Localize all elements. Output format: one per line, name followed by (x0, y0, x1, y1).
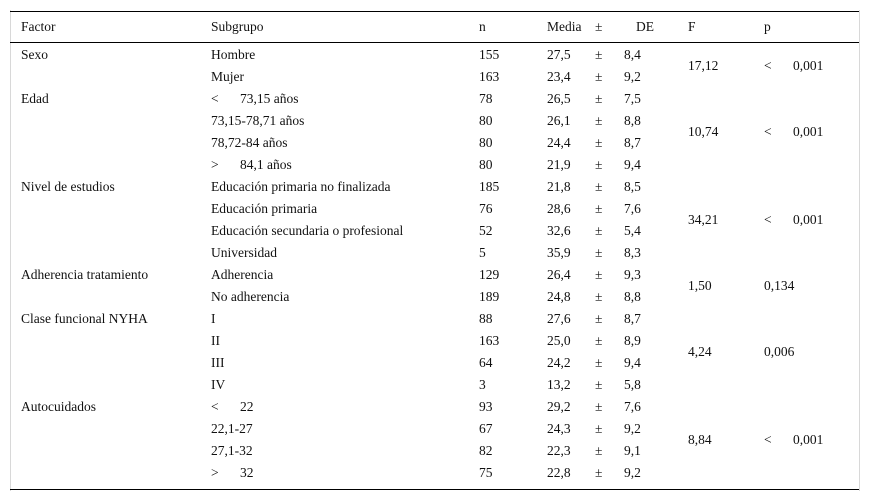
table-row (0, 396, 870, 418)
sd-value: 7,6 (624, 201, 641, 216)
sd-value: 8,7 (624, 311, 641, 326)
plus-minus: ± (595, 157, 603, 172)
sd-value: 8,8 (624, 113, 641, 128)
n-value: 76 (479, 201, 493, 216)
subgroup-cell (211, 220, 403, 242)
table-row (0, 352, 870, 374)
factor-label: Sexo (21, 47, 48, 62)
mean-value: 32,6 (547, 223, 571, 238)
table-row (0, 418, 870, 440)
subgroup-label: Universidad (211, 245, 277, 260)
table-row (0, 44, 870, 66)
mean-value: 29,2 (547, 399, 571, 414)
factor-label: Edad (21, 91, 49, 106)
subgroup-label: Educación secundaria o profesional (211, 223, 404, 238)
p-sign: < (764, 58, 772, 73)
table-row (0, 88, 870, 110)
table-row (0, 176, 870, 198)
subgroup-label: III (211, 355, 225, 370)
mean-value: 28,6 (547, 201, 571, 216)
n-value: 93 (479, 399, 493, 414)
table-row (0, 264, 870, 286)
p-value-cell (764, 210, 823, 230)
mean-value: 26,1 (547, 113, 571, 128)
mean-value: 24,3 (547, 421, 571, 436)
subgroup-cell (211, 418, 253, 440)
header-row (0, 12, 870, 42)
subgroup-prefix: < (211, 399, 219, 414)
plus-minus: ± (595, 69, 603, 84)
table-row (0, 154, 870, 176)
header-f: F (688, 19, 696, 34)
mean-value: 21,9 (547, 157, 571, 172)
sd-value: 9,2 (624, 421, 641, 436)
sd-value: 7,6 (624, 399, 641, 414)
p-sign: < (764, 212, 772, 227)
subgroup-label: 73,15 años (240, 91, 299, 106)
n-value: 80 (479, 113, 493, 128)
n-value: 82 (479, 443, 493, 458)
subgroup-cell (211, 198, 317, 220)
plus-minus: ± (595, 443, 603, 458)
subgroup-label: II (211, 333, 220, 348)
subgroup-prefix: > (211, 465, 219, 480)
plus-minus: ± (595, 113, 603, 128)
subgroup-label: I (211, 311, 216, 326)
subgroup-label: 22 (240, 399, 254, 414)
n-value: 5 (479, 245, 486, 260)
subgroup-label: Educación primaria no finalizada (211, 179, 391, 194)
header-rule (10, 42, 859, 43)
table-row (0, 440, 870, 462)
n-value: 80 (479, 157, 493, 172)
n-value: 88 (479, 311, 493, 326)
sd-value: 9,3 (624, 267, 641, 282)
subgroup-label: Adherencia (211, 267, 274, 282)
sd-value: 8,8 (624, 289, 641, 304)
table-row (0, 198, 870, 220)
header-n: n (479, 19, 486, 34)
header-mean: Media (547, 19, 582, 34)
subgroup-cell (211, 176, 391, 198)
factor-label: Adherencia tratamiento (21, 267, 149, 282)
plus-minus: ± (595, 311, 603, 326)
n-value: 3 (479, 377, 486, 392)
mean-value: 25,0 (547, 333, 571, 348)
p-value: 0,001 (793, 432, 824, 447)
subgroup-cell (211, 374, 225, 396)
plus-minus: ± (595, 289, 603, 304)
subgroup-prefix: > (211, 157, 219, 172)
sd-value: 9,1 (624, 443, 641, 458)
plus-minus: ± (595, 245, 603, 260)
n-value: 80 (479, 135, 493, 150)
mean-value: 35,9 (547, 245, 571, 260)
p-value-cell (764, 276, 794, 296)
plus-minus: ± (595, 377, 603, 392)
p-value-cell (764, 430, 823, 450)
f-statistic: 10,74 (688, 124, 719, 139)
n-value: 75 (479, 465, 493, 480)
mean-value: 22,3 (547, 443, 571, 458)
table-row (0, 330, 870, 352)
mean-value: 22,8 (547, 465, 571, 480)
n-value: 189 (479, 289, 500, 304)
table-row (0, 66, 870, 88)
p-value: 0,001 (793, 58, 824, 73)
factor-label: Clase funcional NYHA (21, 311, 148, 326)
mean-value: 24,8 (547, 289, 571, 304)
header-subgroup: Subgrupo (211, 19, 264, 34)
subgroup-label: Hombre (211, 47, 256, 62)
p-value: 0,001 (793, 124, 824, 139)
header-p: p (764, 19, 771, 34)
sd-value: 8,7 (624, 135, 641, 150)
subgroup-cell (211, 132, 288, 154)
table-row (0, 242, 870, 264)
plus-minus: ± (595, 135, 603, 150)
plus-minus: ± (595, 201, 603, 216)
plus-minus: ± (595, 355, 603, 370)
f-statistic: 1,50 (688, 278, 712, 293)
subgroup-cell (211, 242, 277, 264)
subgroup-cell (211, 396, 254, 418)
subgroup-label: 84,1 años (240, 157, 292, 172)
subgroup-cell (211, 154, 292, 176)
n-value: 78 (479, 91, 493, 106)
sd-value: 9,4 (624, 157, 641, 172)
plus-minus: ± (595, 421, 603, 436)
sd-value: 8,9 (624, 333, 641, 348)
factor-label: Autocuidados (21, 399, 96, 414)
subgroup-label: IV (211, 377, 226, 392)
subgroup-cell (211, 352, 225, 374)
p-value-cell (764, 342, 794, 362)
subgroup-cell (211, 440, 253, 462)
subgroup-label: No adherencia (211, 289, 290, 304)
n-value: 52 (479, 223, 493, 238)
sd-value: 9,4 (624, 355, 641, 370)
mean-value: 26,4 (547, 267, 571, 282)
subgroup-cell (211, 110, 304, 132)
plus-minus: ± (595, 333, 603, 348)
f-statistic: 4,24 (688, 344, 712, 359)
n-value: 163 (479, 333, 500, 348)
n-value: 129 (479, 267, 500, 282)
p-value: 0,134 (764, 278, 795, 293)
p-value: 0,001 (793, 212, 824, 227)
plus-minus: ± (595, 47, 603, 62)
plus-minus: ± (595, 223, 603, 238)
subgroup-label: Mujer (211, 69, 244, 84)
plus-minus: ± (595, 267, 603, 282)
table-row (0, 462, 870, 484)
subgroup-label: 32 (240, 465, 254, 480)
mean-value: 24,4 (547, 135, 571, 150)
n-value: 64 (479, 355, 493, 370)
header-sd: DE (636, 19, 654, 34)
n-value: 185 (479, 179, 500, 194)
p-sign: < (764, 124, 772, 139)
subgroup-cell (211, 286, 289, 308)
f-statistic: 8,84 (688, 432, 712, 447)
sd-value: 8,3 (624, 245, 641, 260)
f-statistic: 34,21 (688, 212, 719, 227)
mean-value: 24,2 (547, 355, 571, 370)
subgroup-label: 78,72-84 años (211, 135, 288, 150)
sd-value: 9,2 (624, 69, 641, 84)
subgroup-cell (211, 88, 299, 110)
subgroup-label: Educación primaria (211, 201, 318, 216)
factor-label: Nivel de estudios (21, 179, 115, 194)
subgroup-cell (211, 330, 220, 352)
plus-minus: ± (595, 465, 603, 480)
p-value: 0,006 (764, 344, 795, 359)
subgroup-cell (211, 308, 216, 330)
subgroup-cell (211, 264, 273, 286)
sd-value: 8,4 (624, 47, 641, 62)
sd-value: 5,8 (624, 377, 641, 392)
mean-value: 23,4 (547, 69, 571, 84)
plus-minus: ± (595, 399, 603, 414)
mean-value: 27,6 (547, 311, 571, 326)
plus-minus: ± (595, 179, 603, 194)
subgroup-label: 73,15-78,71 años (211, 113, 305, 128)
p-value-cell (764, 122, 823, 142)
table-row (0, 110, 870, 132)
header-factor: Factor (21, 19, 56, 34)
mean-value: 26,5 (547, 91, 571, 106)
mean-value: 27,5 (547, 47, 571, 62)
table-row (0, 374, 870, 396)
plus-minus: ± (595, 91, 603, 106)
table-row (0, 132, 870, 154)
p-sign: < (764, 432, 772, 447)
sd-value: 5,4 (624, 223, 641, 238)
n-value: 67 (479, 421, 493, 436)
mean-value: 21,8 (547, 179, 571, 194)
mean-value: 13,2 (547, 377, 571, 392)
p-value-cell (764, 56, 823, 76)
subgroup-cell (211, 44, 255, 66)
f-statistic: 17,12 (688, 58, 719, 73)
subgroup-cell (211, 66, 244, 88)
sd-value: 9,2 (624, 465, 641, 480)
n-value: 163 (479, 69, 500, 84)
sd-value: 7,5 (624, 91, 641, 106)
subgroup-cell (211, 462, 254, 484)
table-row (0, 220, 870, 242)
subgroup-label: 22,1-27 (211, 421, 253, 436)
header-pm: ± (595, 19, 603, 34)
sd-value: 8,5 (624, 179, 641, 194)
table-row (0, 308, 870, 330)
subgroup-prefix: < (211, 91, 219, 106)
n-value: 155 (479, 47, 500, 62)
bottom-rule (10, 489, 859, 490)
subgroup-label: 27,1-32 (211, 443, 253, 458)
table-row (0, 286, 870, 308)
